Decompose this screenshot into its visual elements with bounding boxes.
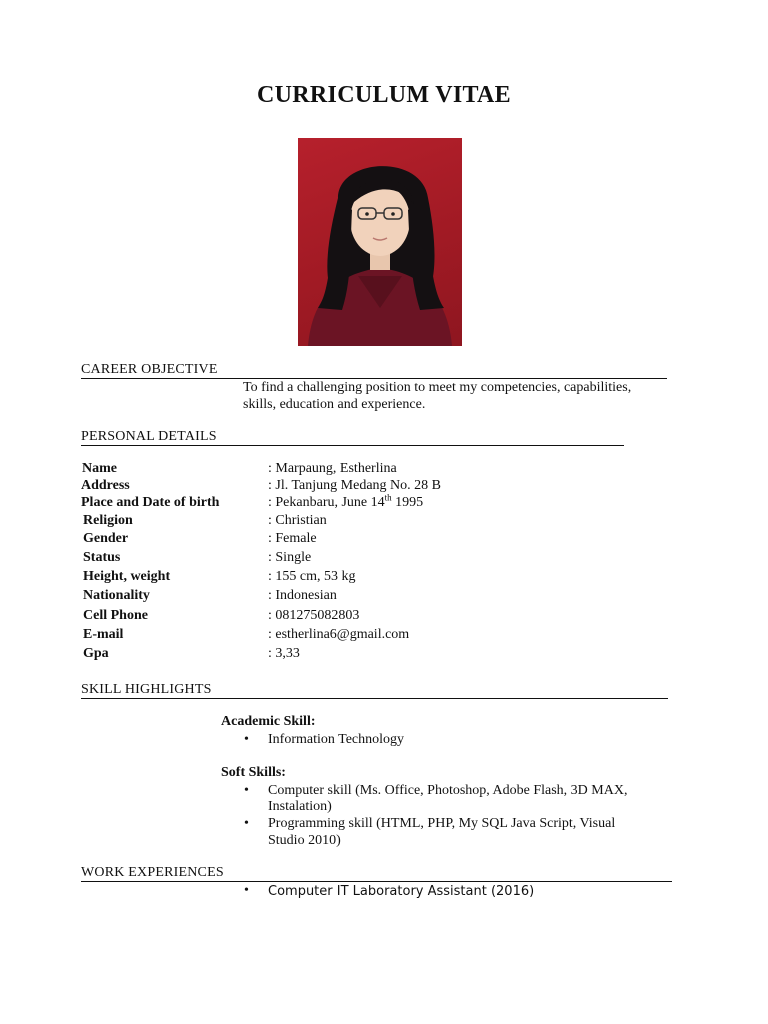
nationality-value: : Indonesian xyxy=(268,588,337,603)
skill-highlights-heading: SKILL HIGHLIGHTS xyxy=(81,681,668,699)
birth-label: Place and Date of birth xyxy=(81,495,220,510)
cell-phone-label: Cell Phone xyxy=(83,608,148,623)
name-value: : Marpaung, Estherlina xyxy=(268,461,397,476)
status-value: : Single xyxy=(268,550,312,565)
career-objective-heading: CAREER OBJECTIVE xyxy=(81,361,667,379)
work-experience-item: Computer IT Laboratory Assistant (2016) xyxy=(268,884,535,899)
status-label: Status xyxy=(83,550,121,565)
bullet-icon: • xyxy=(244,883,249,898)
gpa-label: Gpa xyxy=(83,646,109,661)
address-label: Address xyxy=(81,478,130,493)
academic-skill-title: Academic Skill: xyxy=(221,714,316,729)
work-experiences-heading: WORK EXPERIENCES xyxy=(81,864,672,882)
name-label: Name xyxy=(82,461,117,476)
gpa-value: : 3,33 xyxy=(268,646,300,661)
bullet-icon: • xyxy=(244,783,249,798)
personal-details-heading: PERSONAL DETAILS xyxy=(81,428,624,446)
soft-skill-item-line-1: Computer skill (Ms. Office, Photoshop, Adobe Flash, 3D MAX, xyxy=(268,783,628,798)
soft-skill-item-line-2: Studio 2010) xyxy=(268,833,341,848)
religion-label: Religion xyxy=(83,513,133,528)
bullet-icon: • xyxy=(244,732,249,747)
cell-phone-value: : 081275082803 xyxy=(268,608,360,623)
soft-skill-item-line-2: Instalation) xyxy=(268,799,332,814)
academic-skill-item: Information Technology xyxy=(268,732,405,747)
email-label: E-mail xyxy=(83,627,124,642)
gender-value: : Female xyxy=(268,531,317,546)
soft-skills-title: Soft Skills: xyxy=(221,765,286,780)
gender-label: Gender xyxy=(83,531,129,546)
profile-photo xyxy=(298,138,462,346)
career-objective-line-1: To find a challenging position to meet my competencies, capabilities, xyxy=(243,380,632,395)
document-title: CURRICULUM VITAE xyxy=(257,82,511,108)
bullet-icon: • xyxy=(244,816,249,831)
email-value: : estherlina6@gmail.com xyxy=(268,627,410,642)
height-weight-label: Height, weight xyxy=(83,569,171,584)
height-weight-value: : 155 cm, 53 kg xyxy=(268,569,356,584)
portrait-image xyxy=(298,138,462,346)
address-value: : Jl. Tanjung Medang No. 28 B xyxy=(268,478,441,493)
nationality-label: Nationality xyxy=(83,588,150,603)
career-objective-line-2: skills, education and experience. xyxy=(243,397,426,412)
religion-value: : Christian xyxy=(268,513,327,528)
birth-value: : Pekanbaru, June 14th 1995 xyxy=(268,492,424,510)
soft-skill-item-line-1: Programming skill (HTML, PHP, My SQL Java Script, Visual xyxy=(268,816,616,831)
